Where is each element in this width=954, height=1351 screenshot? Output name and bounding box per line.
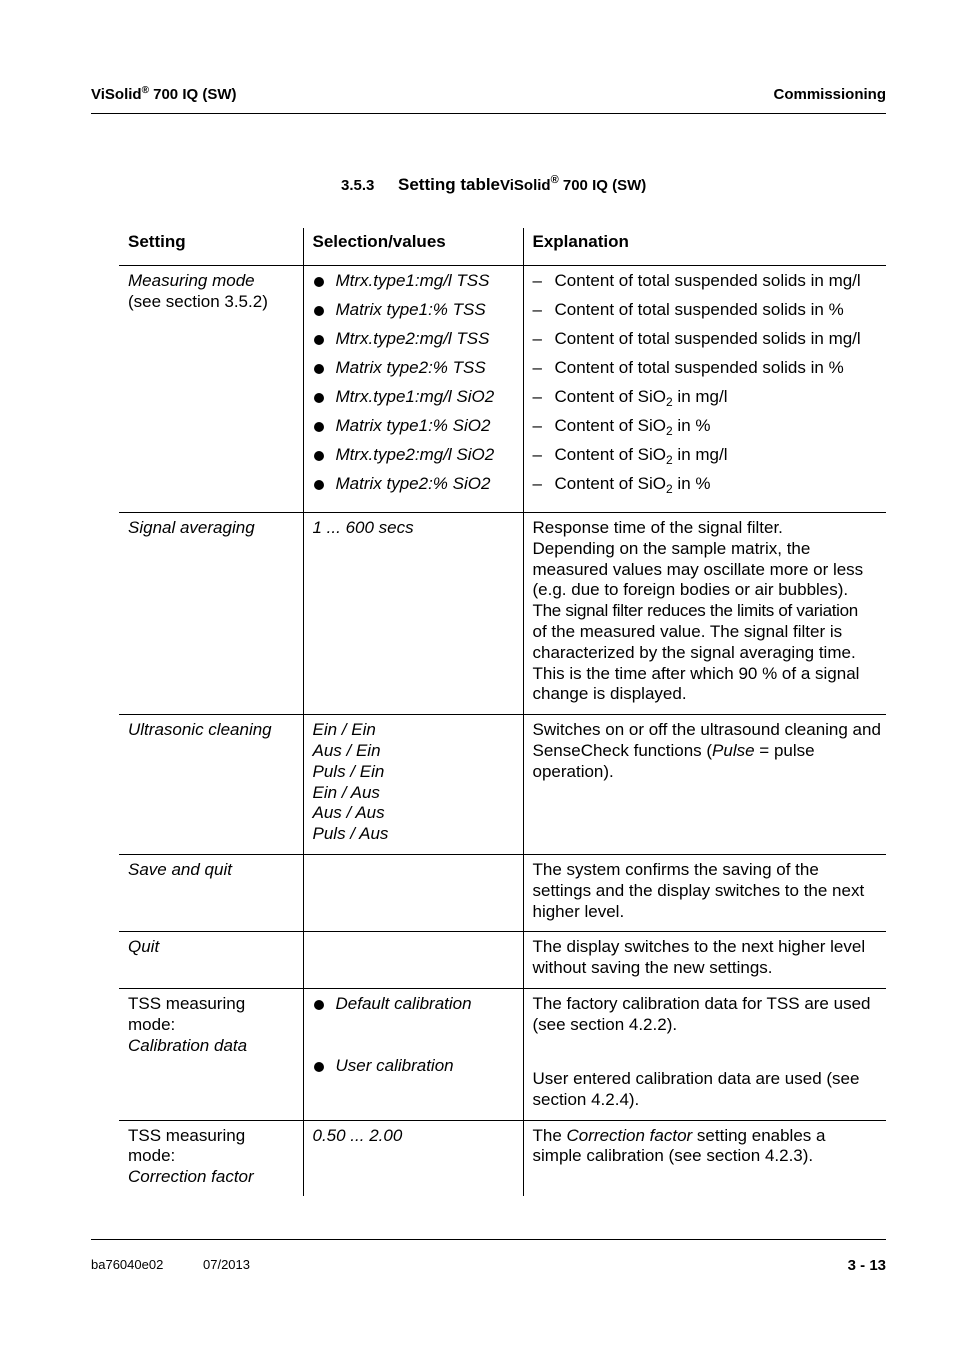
bullet-icon (314, 306, 324, 316)
setting-name: Measuring mode (128, 271, 255, 290)
setting-cell (119, 854, 303, 931)
values-cell (303, 513, 523, 715)
values-cell (303, 1120, 523, 1196)
explanation-line: The display switches to the next higher level (532, 937, 866, 957)
explanation-line: This is the time after which 90 % of a signal (532, 663, 860, 683)
bullet-icon (314, 277, 324, 287)
section-heading (341, 175, 646, 195)
list-item (533, 329, 887, 358)
explanation-line: change is displayed. (532, 684, 687, 704)
value-option: Ein / Ein (312, 720, 376, 740)
bullet-icon (314, 335, 324, 345)
explanation-text: Content of total suspended solids in % (554, 300, 844, 319)
list-item (313, 358, 523, 387)
explanation-emphasis: Correction factor (566, 1125, 693, 1145)
bullet-icon (314, 364, 324, 374)
values-cell (303, 932, 523, 989)
setting-name: Calibration data (128, 1035, 248, 1055)
setting-line: TSS measuring (128, 993, 246, 1013)
setting-line: TSS measuring (128, 1125, 246, 1145)
value-option: Aus / Aus (312, 803, 385, 823)
col-header-setting: Setting (128, 232, 186, 251)
explanation-paragraph (533, 720, 887, 782)
explanation-text: Content of SiO (554, 416, 667, 435)
explanation-line (533, 1126, 887, 1147)
footer-rule (91, 1239, 886, 1240)
section-number: 3.5.3 (341, 177, 375, 194)
dash-marker: – (532, 300, 542, 319)
explanation-cell (523, 932, 886, 989)
bullet-icon (314, 1000, 324, 1010)
explanation-line: User entered calibration data are used (see (532, 1068, 860, 1088)
explanation-cell (523, 1120, 886, 1196)
values-cell (303, 854, 523, 931)
subscript: 2 (666, 424, 673, 438)
dash-marker: – (532, 358, 542, 377)
list-item (533, 474, 887, 503)
explanation-cell (523, 854, 886, 931)
explanation-text: The (532, 1125, 567, 1145)
explanation-line: simple calibration (see section 4.2.3). (532, 1146, 814, 1166)
setting-line: mode: (128, 1146, 176, 1166)
list-item (313, 271, 523, 300)
explanation-text: = pulse operation). (532, 740, 815, 781)
list-item (533, 358, 887, 387)
table-row (119, 932, 886, 989)
explanation-text: Switches on or off the ultrasound cleaning and SenseCheck functions ( (532, 720, 881, 760)
setting-note: (see section 3.5.2) (128, 291, 268, 311)
explanation-text: Content of total suspended solids in mg/l (554, 329, 861, 348)
bullet-icon (314, 451, 324, 461)
list-item (313, 416, 523, 445)
list-item (533, 271, 887, 300)
table-row (119, 715, 886, 855)
option-label: Matrix type2:% TSS (335, 358, 486, 377)
bullet-icon (314, 480, 324, 490)
header-reg-mark: ® (141, 85, 149, 96)
section-title: Setting table (398, 175, 501, 194)
list-item (533, 387, 887, 416)
explanation-line: characterized by the signal averaging time. (532, 642, 856, 662)
header-model: 700 IQ (SW) (148, 86, 237, 103)
option-label: Mtrx.type1:mg/l SiO2 (335, 387, 495, 406)
list-item (533, 300, 887, 329)
list-item (313, 300, 523, 329)
value-option: Puls / Aus (312, 824, 389, 844)
list-item (313, 1056, 523, 1085)
explanation-text: in mg/l (672, 387, 728, 406)
footer-doc-code: ba76040e02 (91, 1257, 164, 1272)
setting-cell (119, 1120, 303, 1196)
section-product (500, 174, 647, 194)
explanation-line: Response time of the signal filter. (532, 518, 783, 537)
setting-name: Signal averaging (128, 518, 255, 537)
explanation-text: in mg/l (672, 445, 728, 464)
section-reg-mark: ® (550, 174, 559, 186)
dash-marker: – (532, 271, 542, 290)
value-option: Puls / Ein (312, 761, 385, 781)
explanation-text: setting enables a (692, 1125, 826, 1145)
section-model: 700 IQ (SW) (558, 177, 647, 194)
explanation-text: Content of SiO (554, 445, 667, 464)
explanation-text: in % (672, 474, 711, 493)
explanation-line: higher level. (532, 901, 625, 921)
explanation-line: The signal filter reduces the limits of variation (532, 601, 858, 621)
list-item (533, 416, 887, 445)
list-item (533, 445, 887, 474)
bullet-icon (314, 393, 324, 403)
explanation-line: section 4.2.4). (532, 1089, 640, 1109)
explanation-text: Content of SiO (554, 474, 667, 493)
value-range: 1 ... 600 secs (312, 518, 414, 537)
table-row (119, 988, 886, 1120)
setting-cell (119, 932, 303, 989)
option-label: Matrix type1:% TSS (335, 300, 486, 319)
table-row (119, 1120, 886, 1196)
subscript: 2 (666, 482, 673, 496)
explanation-line: settings and the display switches to the next (532, 880, 865, 900)
list-item (313, 445, 523, 474)
dash-marker: – (532, 416, 542, 435)
explanation-line: Depending on the sample matrix, the (532, 538, 811, 558)
list-item (313, 474, 523, 503)
dash-marker: – (532, 474, 542, 493)
setting-cell (119, 513, 303, 715)
explanation-text: in % (672, 416, 711, 435)
explanation-line: The factory calibration data for TSS are used (532, 993, 871, 1013)
explanation-cell (523, 715, 886, 855)
dash-marker: – (532, 445, 542, 464)
setting-name: Ultrasonic cleaning (128, 720, 272, 740)
setting-name: Correction factor (128, 1167, 254, 1187)
option-label: User calibration (335, 1055, 454, 1075)
bullet-icon (314, 1062, 324, 1072)
running-header-product (91, 86, 236, 103)
explanation-line: measured values may oscillate more or less (532, 559, 864, 579)
option-label: Mtrx.type2:mg/l SiO2 (335, 445, 495, 464)
settings-table (119, 228, 886, 1196)
table-row (119, 513, 886, 715)
table-row (119, 266, 886, 513)
option-label: Matrix type1:% SiO2 (335, 416, 491, 435)
explanation-cell (523, 988, 886, 1120)
explanation-line: without saving the new settings. (532, 958, 773, 978)
value-option: Ein / Aus (312, 782, 380, 802)
explanation-emphasis: Pulse (712, 740, 755, 760)
option-label: Default calibration (335, 993, 472, 1013)
option-label: Mtrx.type2:mg/l TSS (335, 329, 490, 348)
option-label: Mtrx.type1:mg/l TSS (335, 271, 490, 290)
dash-marker: – (532, 329, 542, 348)
list-item (313, 994, 523, 1023)
explanation-line: (see section 4.2.2). (532, 1014, 678, 1034)
setting-name: Quit (128, 937, 160, 957)
value-range: 0.50 ... 2.00 (312, 1125, 403, 1145)
values-cell (303, 266, 523, 513)
col-header-explanation: Explanation (523, 228, 886, 266)
section-brand: ViSolid (500, 177, 551, 194)
explanation-cell (523, 266, 886, 513)
option-label: Matrix type2:% SiO2 (335, 474, 491, 493)
setting-name: Save and quit (128, 859, 232, 879)
setting-cell (119, 988, 303, 1120)
page-number: 3 - 13 (847, 1257, 886, 1274)
explanation-line: (e.g. due to foreign bodies or air bubbles). (532, 580, 849, 600)
header-brand: ViSolid (91, 86, 142, 103)
header-rule (91, 113, 886, 114)
setting-cell (119, 266, 303, 513)
col-header-selection: Selection/values (303, 228, 523, 266)
values-cell (303, 715, 523, 855)
subscript: 2 (666, 453, 673, 467)
list-item (313, 329, 523, 358)
running-header-section: Commissioning (773, 86, 886, 103)
setting-cell (119, 715, 303, 855)
explanation-text: Content of total suspended solids in mg/l (554, 271, 861, 290)
explanation-text: Content of total suspended solids in % (554, 358, 844, 377)
value-option: Aus / Ein (312, 740, 381, 760)
explanation-line: of the measured value. The signal filter is (532, 621, 843, 641)
dash-marker: – (532, 387, 542, 406)
setting-line: mode: (128, 1014, 176, 1034)
explanation-line: The system confirms the saving of the (532, 859, 819, 879)
footer-date: 07/2013 (203, 1257, 250, 1272)
explanation-cell (523, 513, 886, 715)
table-row (119, 854, 886, 931)
values-cell (303, 988, 523, 1120)
list-item (313, 387, 523, 416)
explanation-text: Content of SiO (554, 387, 667, 406)
bullet-icon (314, 422, 324, 432)
subscript: 2 (666, 395, 673, 409)
